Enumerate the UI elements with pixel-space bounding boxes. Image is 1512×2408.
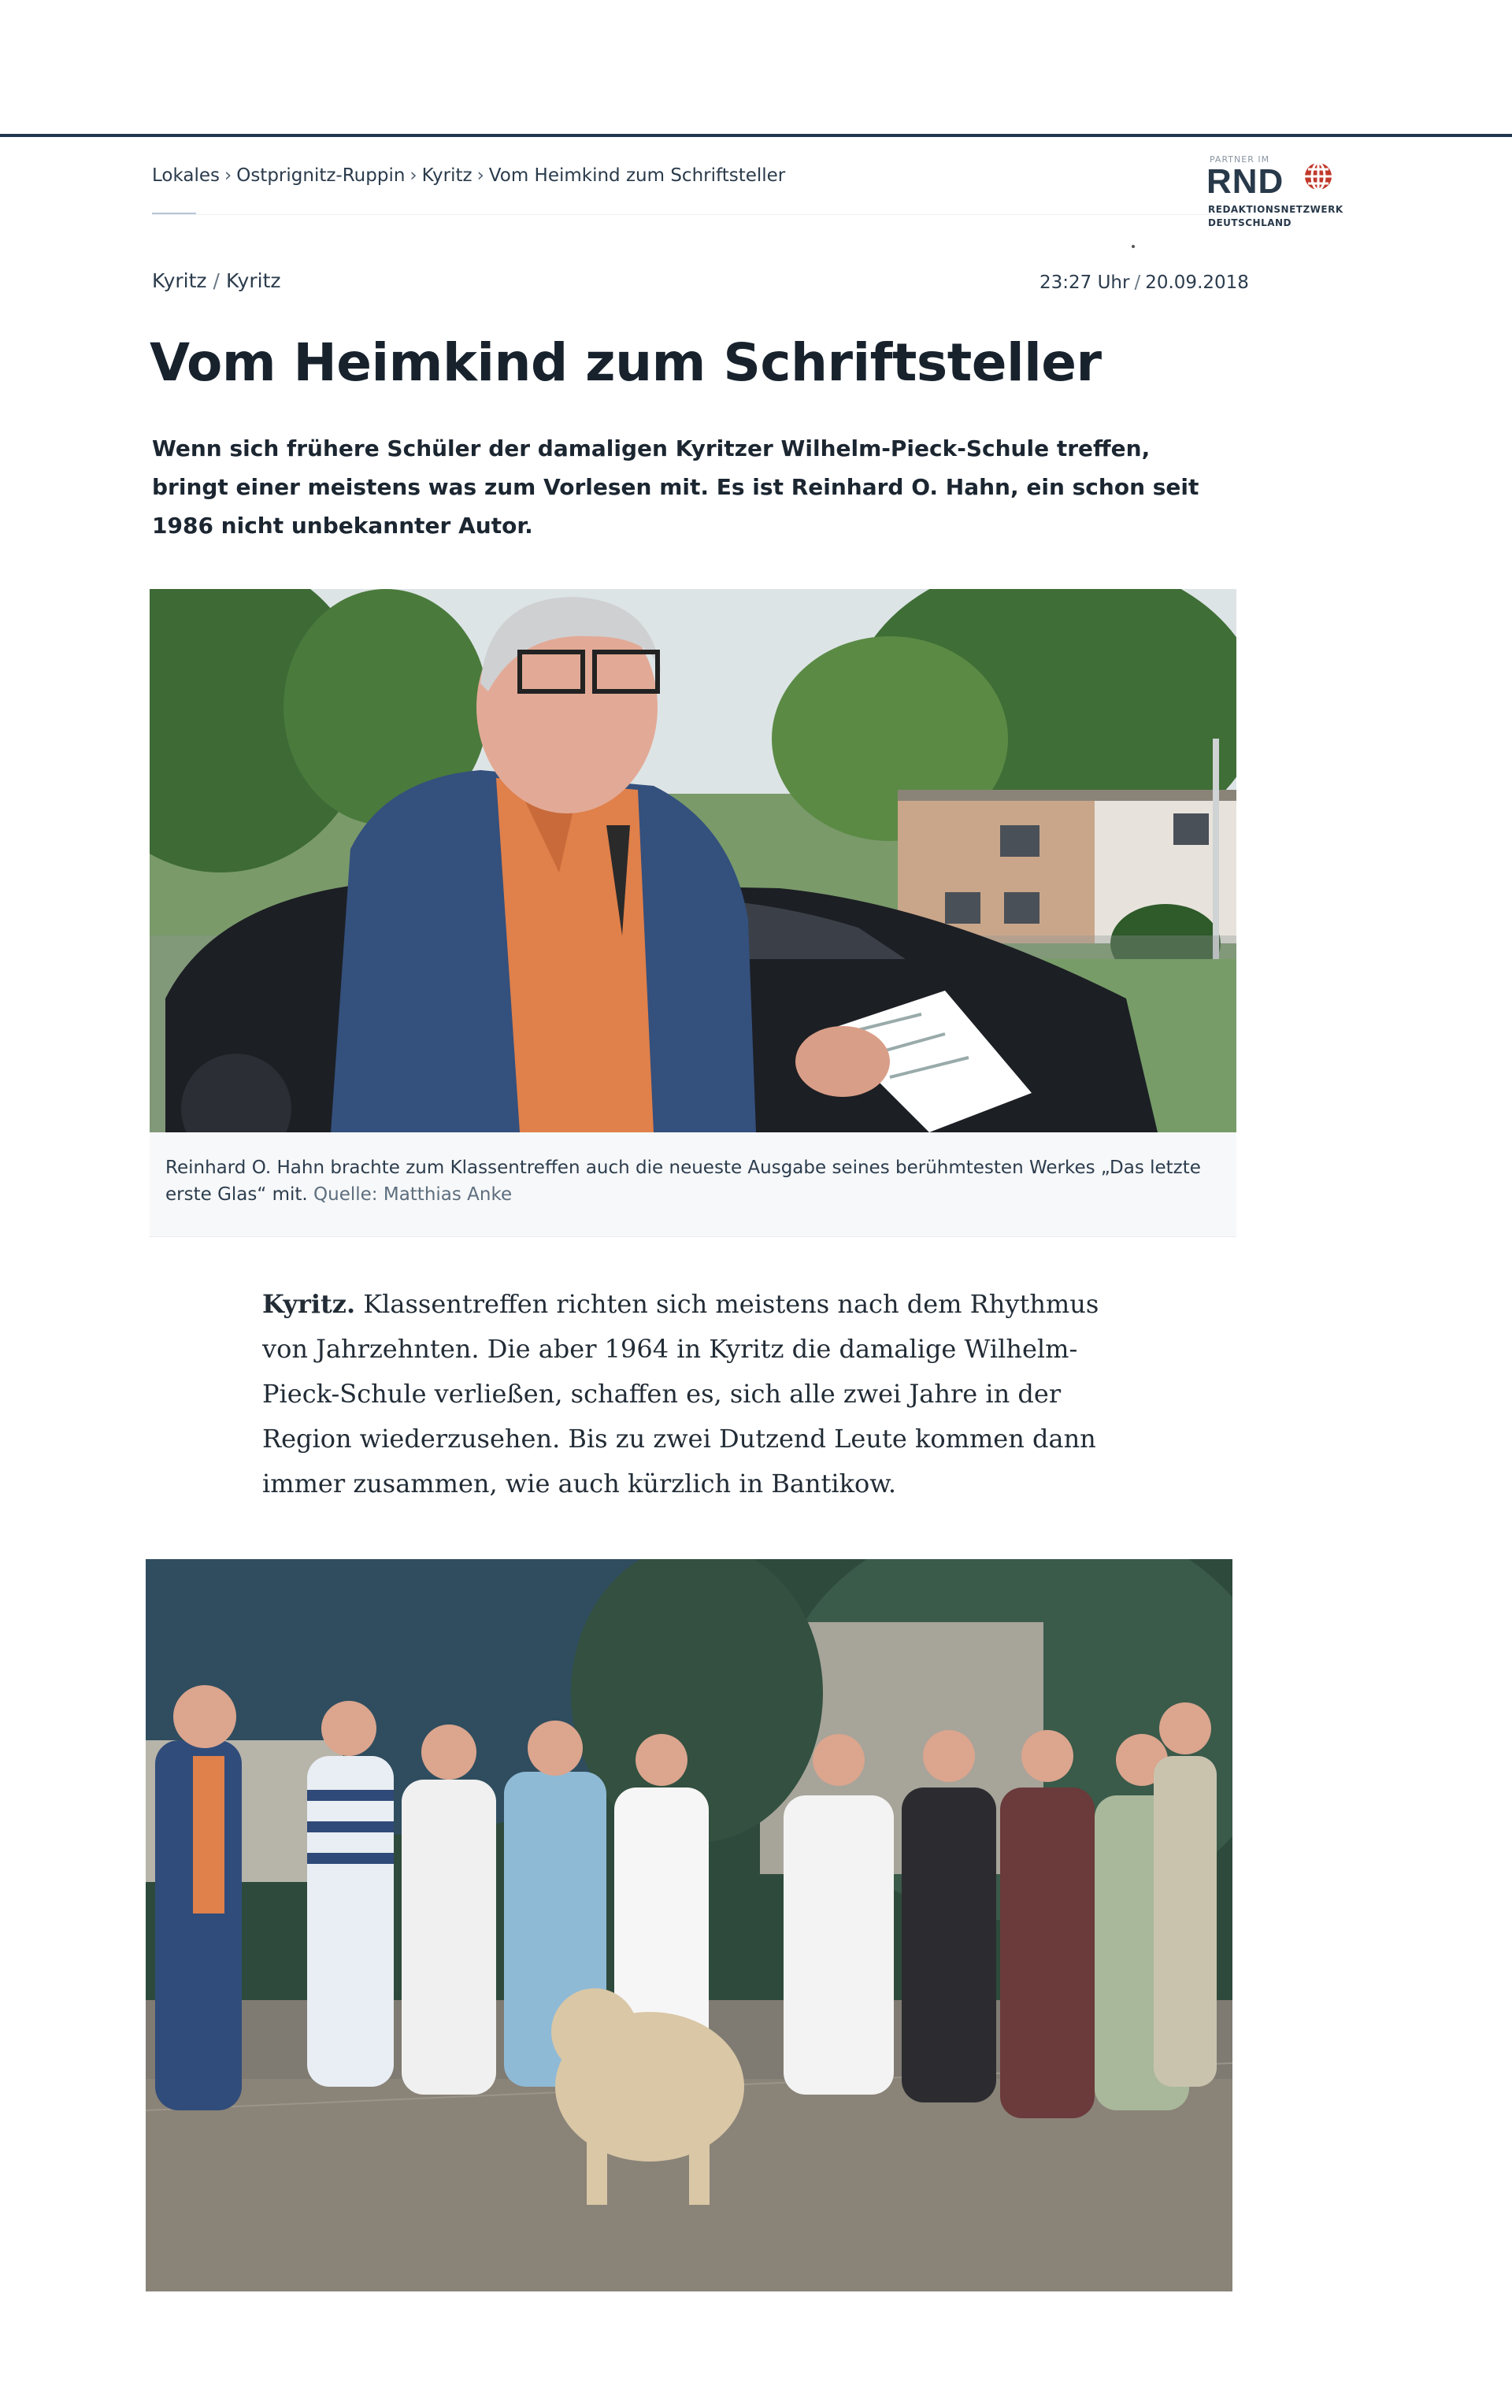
top-rule [0,134,1512,137]
breadcrumb-item-lokales[interactable]: Lokales [152,165,220,186]
section-label [152,269,281,292]
scan-dot [1132,245,1135,248]
publish-timestamp [1040,272,1249,293]
breadcrumb [152,165,785,186]
caption-text: Reinhard O. Hahn brachte zum Klassentreffen auch die neueste Ausgabe seines berühmtesten Werkes „Das letzte erste Glas“ mit. [165,1158,1201,1205]
rnd-name-line2: DEUTSCHLAND [1208,217,1292,228]
breadcrumb-item-ostprignitz-ruppin[interactable]: Ostprignitz-Ruppin [236,165,406,186]
rnd-partner-logo[interactable] [1206,154,1372,236]
article-headline: Vom Heimkind zum Schriftsteller [150,332,1102,393]
breadcrumb-separator: › [476,165,484,186]
breadcrumb-separator: › [224,165,232,186]
publish-date: 20.09.2018 [1145,272,1249,293]
section-link[interactable]: Kyritz [152,269,207,292]
publish-time: 23:27 Uhr [1040,272,1130,293]
breadcrumb-item-kyritz[interactable]: Kyritz [421,165,472,186]
dateline: Kyritz. [262,1289,356,1319]
author-photo [150,589,1236,1132]
timestamp-separator: / [1134,272,1141,293]
rnd-name-line1: REDAKTIONSNETZWERK [1208,204,1343,215]
rnd-globe-icon [1303,161,1334,192]
article-lead: Wenn sich frühere Schüler der damaligen Kyritzer Wilhelm-Pieck-Schule treffen, bringt einer meistens was zum Vorlesen mit. Es ist Reinhard O. Hahn, ein schon seit 1986 nicht unbekannter Autor. [152,435,1199,539]
photo-caption [150,1132,1236,1237]
photo-credit: Quelle: Matthias Anke [313,1184,513,1205]
group-photo [146,1559,1232,2291]
body-paragraph: Klassentreffen richten sich meistens nach dem Rhythmus von Jahrzehnten. Die aber 1964 in Kyritz die damalige Wilhelm-Pieck-Schule verließen, schaffen es, sich alle zwei Jahre in der Region wiederzusehen. Bis zu zwei Dutzend Leute kommen dann immer zusammen, wie auch kürzlich in Bantikow. [262,1289,1099,1499]
partner-label: PARTNER IM [1210,154,1270,165]
article-body [262,1282,1144,1506]
rnd-wordmark: RND [1206,162,1284,201]
breadcrumb-separator: › [410,165,417,186]
breadcrumb-divider [152,214,1239,215]
breadcrumb-item-current: Vom Heimkind zum Schriftsteller [488,165,786,186]
section-separator: / [213,269,220,292]
subsection-link[interactable]: Kyritz [225,269,281,292]
